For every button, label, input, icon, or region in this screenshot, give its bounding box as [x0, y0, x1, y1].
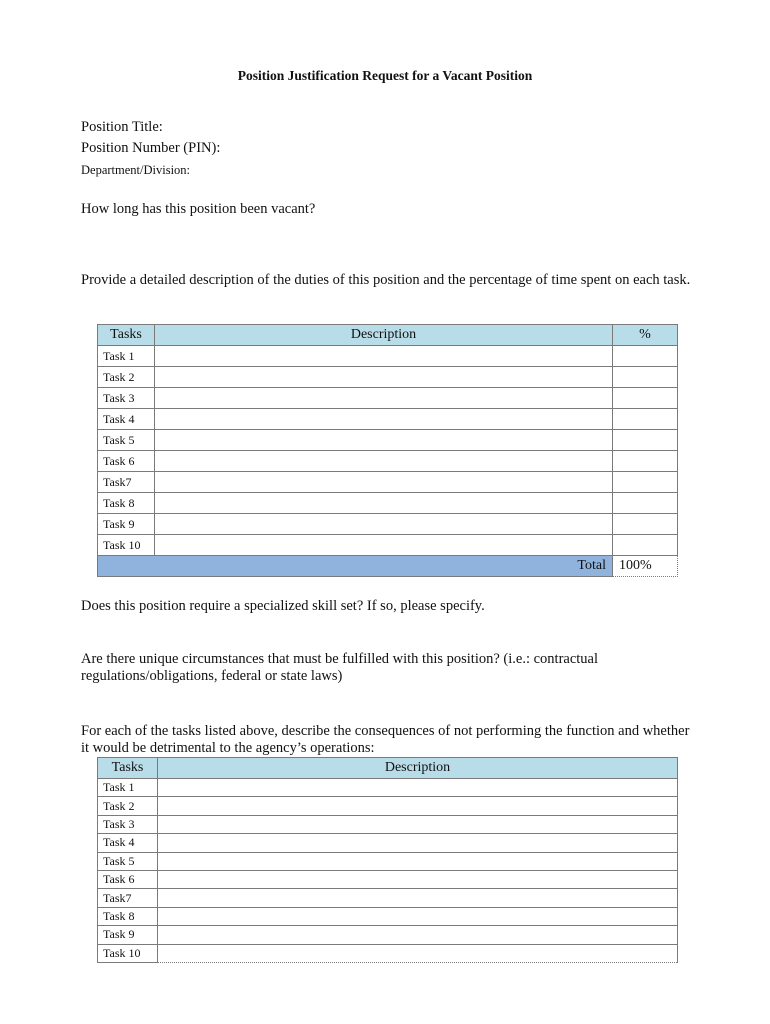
task-label: Task7: [98, 472, 155, 493]
table-row: [98, 493, 678, 514]
consequence-cell[interactable]: [158, 779, 678, 797]
total-row: [98, 556, 678, 577]
task-label: Task 10: [98, 944, 158, 962]
vacant-duration-question: How long has this position been vacant?: [81, 201, 316, 217]
total-value: 100%: [613, 556, 678, 577]
consequence-cell[interactable]: [158, 870, 678, 888]
task-label: Task7: [98, 889, 158, 907]
description-header: Description: [158, 758, 678, 779]
description-cell[interactable]: [155, 493, 613, 514]
consequence-cell[interactable]: [158, 889, 678, 907]
task-label: Task 9: [98, 514, 155, 535]
consequences-table: [97, 757, 678, 963]
consequence-cell[interactable]: [158, 944, 678, 962]
table-row: [98, 535, 678, 556]
percent-cell[interactable]: [613, 367, 678, 388]
task-label: Task 2: [98, 797, 158, 815]
percent-cell[interactable]: [613, 346, 678, 367]
consequence-cell[interactable]: [158, 852, 678, 870]
description-header: Description: [155, 325, 613, 346]
description-cell[interactable]: [155, 388, 613, 409]
task-label: Task 6: [98, 451, 155, 472]
table-row: [98, 388, 678, 409]
percent-cell[interactable]: [613, 493, 678, 514]
percent-header: %: [613, 325, 678, 346]
task-label: Task 10: [98, 535, 155, 556]
task-label: Task 8: [98, 493, 155, 514]
task-label: Task 4: [98, 834, 158, 852]
table-row: [98, 514, 678, 535]
description-cell[interactable]: [155, 346, 613, 367]
table-row: [98, 944, 678, 962]
percent-cell[interactable]: [613, 388, 678, 409]
position-title-label: Position Title:: [81, 119, 163, 135]
task-label: Task 8: [98, 907, 158, 925]
table-row: [98, 409, 678, 430]
table-row: [98, 779, 678, 797]
duties-table: [97, 324, 678, 577]
table-row: [98, 926, 678, 944]
task-label: Task 4: [98, 409, 155, 430]
percent-cell[interactable]: [613, 514, 678, 535]
table-row: [98, 834, 678, 852]
duties-description-question: Provide a detailed description of the duties of this position and the percentage of time spent on each task.: [81, 272, 691, 288]
description-cell[interactable]: [155, 409, 613, 430]
table-row: [98, 472, 678, 493]
table-row: [98, 346, 678, 367]
table-row: [98, 451, 678, 472]
consequences-question: For each of the tasks listed above, describe the consequences of not performing the function and whether it would be detrimental to the agency’s operations:: [81, 723, 690, 756]
table-row: [98, 797, 678, 815]
task-label: Task 9: [98, 926, 158, 944]
document-title: Position Justification Request for a Vacant Position: [237, 68, 533, 83]
task-label: Task 5: [98, 430, 155, 451]
task-label: Task 1: [98, 779, 158, 797]
percent-cell[interactable]: [613, 430, 678, 451]
consequence-cell[interactable]: [158, 797, 678, 815]
consequence-cell[interactable]: [158, 907, 678, 925]
task-label: Task 1: [98, 346, 155, 367]
task-label: Task 6: [98, 870, 158, 888]
description-cell[interactable]: [155, 535, 613, 556]
task-label: Task 3: [98, 815, 158, 833]
consequence-cell[interactable]: [158, 834, 678, 852]
description-cell[interactable]: [155, 367, 613, 388]
consequence-cell[interactable]: [158, 926, 678, 944]
task-label: Task 2: [98, 367, 155, 388]
description-cell[interactable]: [155, 430, 613, 451]
percent-cell[interactable]: [613, 409, 678, 430]
consequence-cell[interactable]: [158, 815, 678, 833]
task-label: Task 5: [98, 852, 158, 870]
tasks-header: Tasks: [98, 758, 158, 779]
total-label: Total: [98, 556, 613, 577]
table-row: [98, 815, 678, 833]
unique-circumstances-question: Are there unique circumstances that must be fulfilled with this position? (i.e.: contractual regulations/obligations, federal or state laws): [81, 651, 599, 684]
table-row: [98, 889, 678, 907]
position-number-label: Position Number (PIN):: [81, 140, 221, 156]
percent-cell[interactable]: [613, 451, 678, 472]
description-cell[interactable]: [155, 451, 613, 472]
table-row: [98, 870, 678, 888]
table-row: [98, 907, 678, 925]
description-cell[interactable]: [155, 514, 613, 535]
department-label: Department/Division:: [81, 163, 191, 177]
percent-cell[interactable]: [613, 535, 678, 556]
percent-cell[interactable]: [613, 472, 678, 493]
description-cell[interactable]: [155, 472, 613, 493]
tasks-header: Tasks: [98, 325, 155, 346]
table-row: [98, 852, 678, 870]
table-row: [98, 430, 678, 451]
specialized-skill-question: Does this position require a specialized skill set? If so, please specify.: [81, 598, 485, 614]
task-label: Task 3: [98, 388, 155, 409]
table-row: [98, 367, 678, 388]
